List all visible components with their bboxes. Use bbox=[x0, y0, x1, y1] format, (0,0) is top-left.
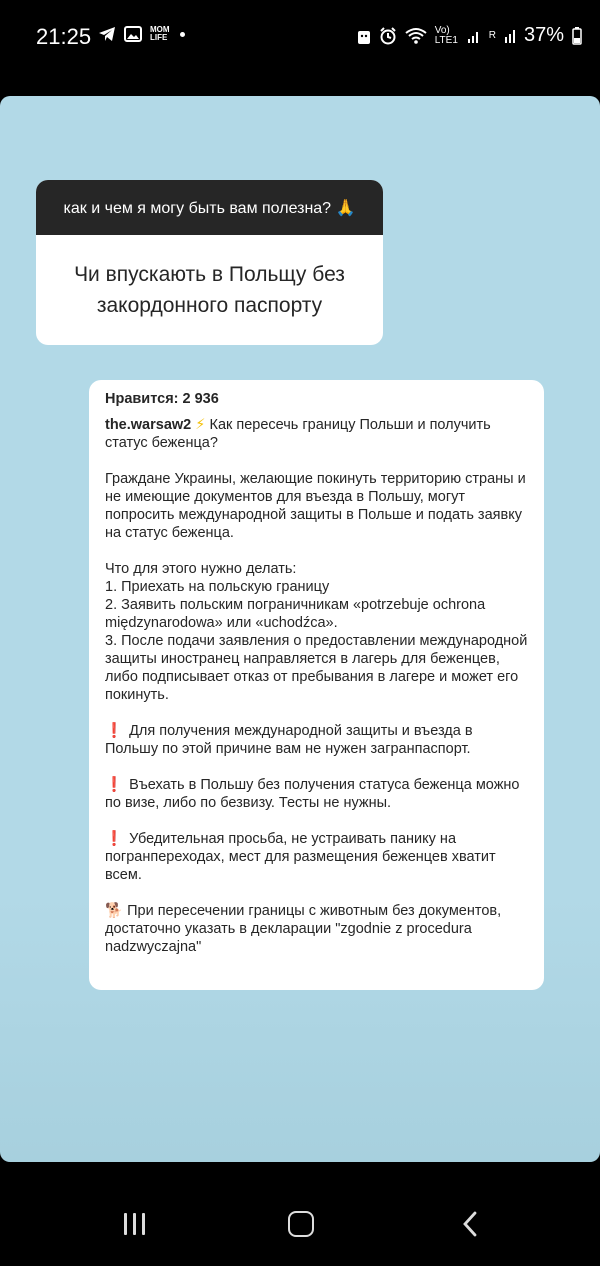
system-icons bbox=[357, 24, 582, 47]
username: the.warsaw2 bbox=[105, 417, 192, 433]
caption-note-2 bbox=[105, 776, 528, 812]
android-icon bbox=[357, 27, 371, 45]
question-prompt: как и чем я могу быть вам полезна? 🙏 bbox=[36, 180, 383, 235]
step-1: 1. Приехать на польскую границу bbox=[105, 579, 330, 595]
battery-percent: 37% bbox=[523, 24, 564, 46]
question-answer: Чи впускають в Польщу без закордонного паспорту bbox=[74, 263, 345, 317]
headline-text: Как пересечь границу Польши и получить статус беженца? bbox=[105, 417, 491, 451]
status-bar bbox=[0, 0, 600, 80]
telegram-icon bbox=[98, 26, 116, 42]
caption-note-3 bbox=[105, 830, 528, 884]
note-2-text: Въехать в Польшу без получения статуса беженца можно по визе, либо по безвизу. Тесты не нужны. bbox=[105, 777, 520, 811]
dog-icon: 🐕 bbox=[105, 903, 124, 919]
story-canvas[interactable] bbox=[0, 96, 600, 1162]
exclamation-icon: ❗ bbox=[105, 777, 124, 793]
mom-life-icon: MOM LIFE bbox=[150, 25, 170, 42]
caption-note-1 bbox=[105, 722, 528, 758]
more-notifications-dot bbox=[180, 32, 185, 37]
exclamation-icon: ❗ bbox=[105, 723, 124, 739]
note-4-text: При пересечении границы с животным без документов, достаточно указать в декларации "zgodnie z procedura nadzwyczajna" bbox=[105, 903, 502, 955]
recents-icon bbox=[124, 1213, 145, 1235]
question-sticker[interactable] bbox=[36, 180, 383, 345]
step-2: 2. Заявить польским пограничникам «potrzebuje ochrona międzynarodowa» или «uchodźca». bbox=[105, 597, 486, 631]
clock: 21:25 bbox=[36, 24, 92, 49]
note-3-text: Убедительная просьба, не устраивать панику на погранпереходах, мест для размещения беженцев хватит всем. bbox=[105, 831, 496, 883]
navigation-bar bbox=[0, 1190, 600, 1266]
gallery-icon bbox=[124, 26, 142, 42]
likes-count: Нравится: 2 936 bbox=[105, 391, 219, 407]
wifi-icon bbox=[405, 27, 427, 45]
recents-button[interactable] bbox=[114, 1204, 154, 1244]
caption-note-4 bbox=[105, 902, 528, 956]
post-caption-screenshot bbox=[89, 380, 544, 990]
exclamation-icon: ❗ bbox=[105, 831, 124, 847]
back-button[interactable] bbox=[450, 1204, 490, 1244]
battery-icon bbox=[572, 27, 582, 45]
home-icon bbox=[288, 1211, 314, 1237]
signal-icon-2 bbox=[504, 28, 516, 44]
alarm-icon bbox=[379, 27, 397, 45]
step-3: 3. После подачи заявления о предоставлении международной защиты иностранец направляется в лагерь для беженцев, либо подписывает отказ от пребывания в лагере и может его покинуть. bbox=[105, 633, 528, 703]
notification-icons bbox=[98, 26, 185, 42]
volte-label: Vo) LTE1 bbox=[434, 24, 458, 46]
caption-steps bbox=[105, 560, 528, 704]
steps-title: Что для этого нужно делать: bbox=[105, 561, 297, 577]
caption-intro: Граждане Украины, желающие покинуть территорию страны и не имеющие документов для въезда в Польшу, могут попросить международной защиты в Польше и подать заявку на статус беженца. bbox=[105, 471, 526, 541]
caption-headline bbox=[105, 416, 528, 452]
note-1-text: Для получения международной защиты и въезда в Польшу по этой причине вам не нужен загранпаспорт. bbox=[105, 723, 473, 757]
sim2-roaming-label: R bbox=[488, 29, 496, 41]
home-button[interactable] bbox=[281, 1204, 321, 1244]
lightning-icon: ⚡ bbox=[195, 417, 206, 433]
signal-icon-1 bbox=[467, 28, 481, 44]
back-icon bbox=[461, 1211, 479, 1237]
